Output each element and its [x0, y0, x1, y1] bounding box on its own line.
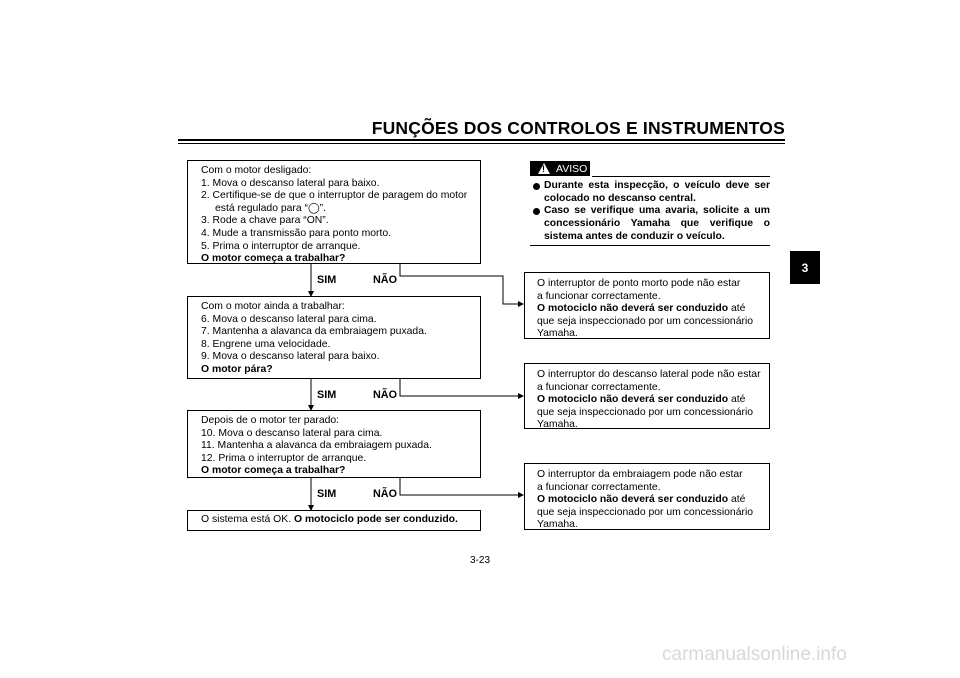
- outcome-text: que seja inspeccionado por um concessionário: [537, 506, 754, 518]
- outcome-bold: O motociclo não deverá ser conduzido: [537, 394, 729, 406]
- step-text: 5. Prima o interruptor de arranque.: [201, 240, 361, 252]
- warning-list: [530, 180, 770, 244]
- no-label: NÃO: [373, 488, 397, 500]
- page-title: FUNÇÕES DOS CONTROLOS E INSTRUMENTOS: [371, 118, 785, 138]
- no-label: NÃO: [373, 274, 397, 286]
- warning-item-text: Caso se verifique uma avaria, solicite a um concessionário Yamaha que verifique o sistema antes de conduzir o veículo.: [544, 205, 770, 242]
- step-question: O motor pára?: [201, 363, 273, 375]
- warning-item-text: Durante esta inspecção, o veículo deve ser colocado no descanso central.: [544, 180, 770, 204]
- step-text: 3. Rode a chave para “ON”.: [201, 215, 329, 227]
- outcome-text: até: [728, 394, 746, 406]
- warning-item: [530, 180, 770, 205]
- outcome-text: O interruptor do descanso lateral pode não estar: [537, 369, 761, 380]
- step-text: 10. Mova o descanso lateral para cima.: [201, 427, 383, 439]
- flow-step-1: [187, 160, 481, 264]
- step-text: 12. Prima o interruptor de arranque.: [201, 452, 367, 464]
- warning-icon: !: [538, 163, 550, 174]
- outcome-box-2: [524, 363, 770, 429]
- outcome-text: Yamaha.: [537, 328, 578, 340]
- outcome-text: Yamaha.: [537, 519, 578, 531]
- flow-step-3: [187, 410, 481, 478]
- page-number: 3-23: [469, 555, 490, 566]
- outcome-text: a funcionar correctamente.: [537, 481, 661, 493]
- warning-rule: [592, 176, 770, 177]
- warning-label: AVISO: [556, 162, 588, 175]
- watermark: carmanualsonline.info: [662, 644, 847, 665]
- bullet-icon: [533, 183, 540, 190]
- no-label: NÃO: [373, 389, 397, 401]
- step-text: Com o motor desligado:: [201, 165, 312, 176]
- step-question: O motor começa a trabalhar?: [201, 253, 346, 265]
- warning-bottom-rule: [530, 245, 770, 246]
- no-arrow-2: [400, 378, 523, 396]
- step-text: 4. Mude a transmissão para ponto morto.: [201, 227, 392, 239]
- outcome-text: O interruptor da embraiagem pode não estar: [537, 469, 743, 480]
- step-text: Depois de o motor ter parado:: [201, 415, 340, 426]
- outcome-text: que seja inspeccionado por um concessionário: [537, 315, 754, 327]
- step-text: está regulado para “◯”.: [215, 202, 326, 214]
- outcome-text: até: [728, 494, 746, 506]
- outcome-bold: O motociclo não deverá ser conduzido: [537, 303, 729, 315]
- yes-label: SIM: [317, 488, 337, 500]
- step-text: 1. Mova o descanso lateral para baixo.: [201, 177, 380, 189]
- outcome-text: que seja inspeccionado por um concessionário: [537, 406, 754, 418]
- step-text: Com o motor ainda a trabalhar:: [201, 301, 345, 312]
- outcome-text: a funcionar correctamente.: [537, 381, 661, 393]
- step-text: 8. Engrene uma velocidade.: [201, 338, 331, 350]
- outcome-text: até: [728, 303, 746, 315]
- outcome-bold: O motociclo não deverá ser conduzido: [537, 494, 729, 506]
- step-text: 7. Mantenha a alavanca da embraiagem puxada.: [201, 326, 427, 338]
- warning-item: [530, 205, 770, 243]
- step-text: 6. Mova o descanso lateral para cima.: [201, 313, 377, 325]
- outcome-box-1: [524, 272, 770, 339]
- step-text: 11. Mantenha a alavanca da embraiagem puxada.: [201, 440, 432, 452]
- outcome-text: O interruptor de ponto morto pode não estar: [537, 278, 741, 289]
- outcome-box-3: [524, 463, 770, 530]
- outcome-text: a funcionar correctamente.: [537, 290, 661, 302]
- outcome-text: Yamaha.: [537, 419, 578, 431]
- flow-step-2: [187, 296, 481, 379]
- yes-label: SIM: [317, 274, 337, 286]
- step-question: O motor começa a trabalhar?: [201, 465, 346, 477]
- bullet-icon: [533, 208, 540, 215]
- no-arrow-3: [400, 477, 523, 495]
- final-text-bold: O motociclo pode ser conduzido.: [293, 514, 458, 525]
- final-text: O sistema está OK.: [201, 514, 294, 525]
- yes-label: SIM: [317, 389, 337, 401]
- step-text: 9. Mova o descanso lateral para baixo.: [201, 351, 380, 363]
- step-text: 2. Certifique-se de que o interruptor de paragem do motor: [201, 190, 468, 202]
- warning-badge: [530, 161, 590, 176]
- flow-final: [187, 510, 481, 531]
- chapter-tab: 3: [790, 251, 820, 284]
